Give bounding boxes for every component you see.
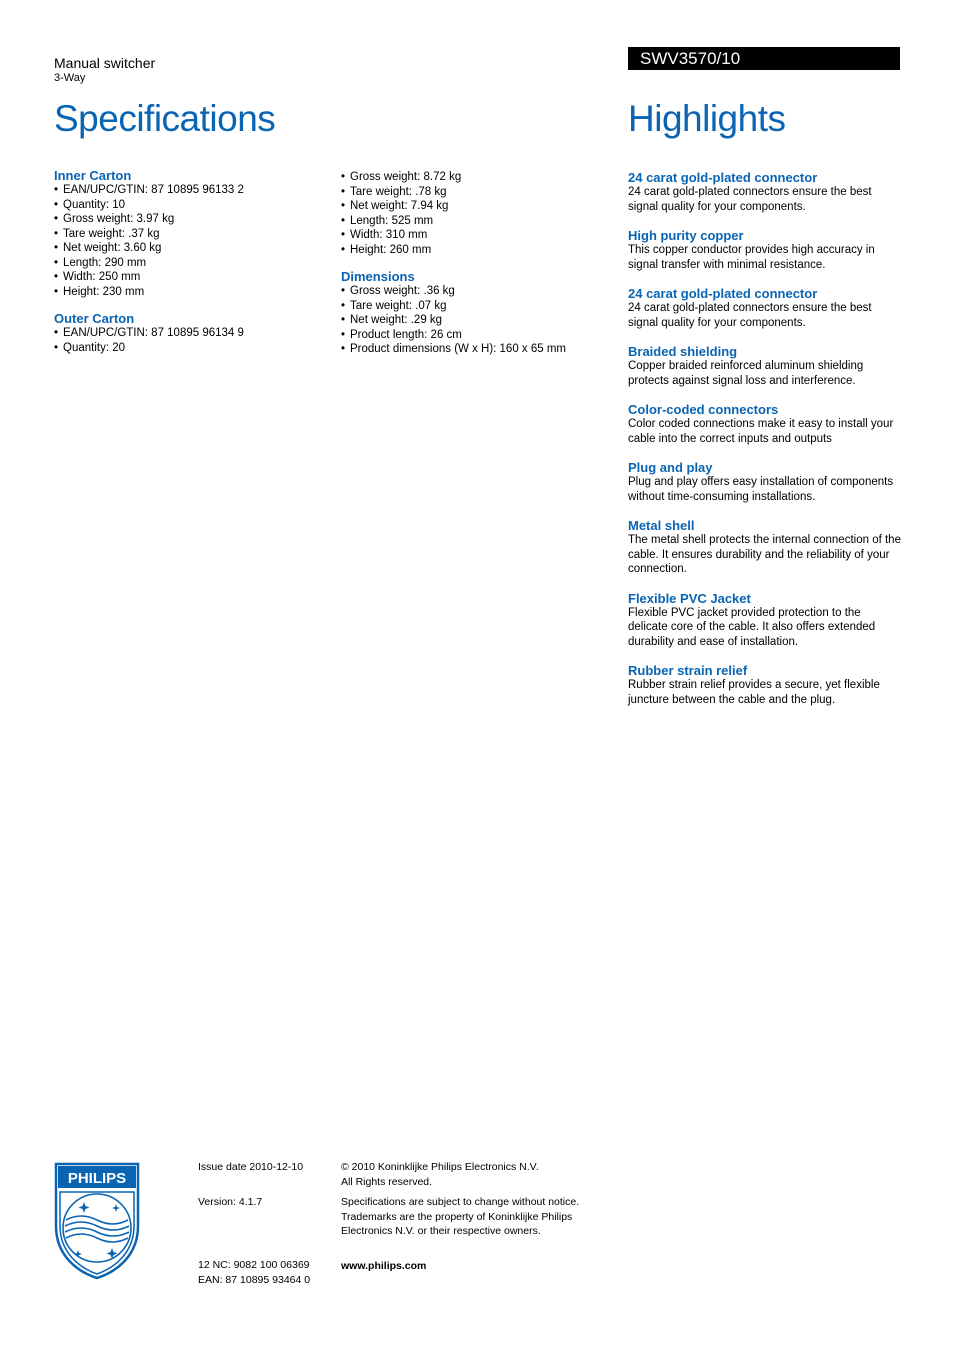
highlight-title: 24 carat gold-plated connector (628, 286, 818, 301)
highlight-title: Plug and play (628, 460, 713, 475)
issue-date: Issue date 2010-12-10 (198, 1161, 304, 1173)
version: Version: 4.1.7 (198, 1195, 263, 1208)
spec-list-item: • Product length: 26 cm (341, 328, 611, 343)
highlight-item (628, 460, 903, 504)
spec-list-item: • Tare weight: .78 kg (341, 185, 611, 200)
spec-list-item: • Tare weight: .37 kg (54, 227, 324, 242)
highlight-description: Rubber strain relief provides a secure, yet flexible juncture between the cable and the plug. (628, 679, 880, 706)
spec-list-item: • Width: 310 mm (341, 228, 611, 243)
spec-list-item: • Width: 250 mm (54, 270, 324, 285)
highlight-title: Metal shell (628, 518, 695, 533)
outer-carton-list (54, 326, 324, 355)
product-name: Manual switcher (54, 55, 156, 71)
highlight-description: This copper conductor provides high accuracy in signal transfer with minimal resistance. (628, 244, 875, 271)
section-heading-outer-carton: Outer Carton (54, 311, 135, 326)
highlights-column (628, 170, 903, 721)
highlight-description: 24 carat gold-plated connectors ensure the best signal quality for your components. (628, 302, 872, 329)
spec-list-item: • Height: 230 mm (54, 285, 324, 300)
highlight-description: Flexible PVC jacket provided protection to the delicate core of the cable. It also offers extended durability and ease of installation. (628, 606, 876, 648)
notice-line-3: Electronics N.V. or their respective owners. (341, 1225, 541, 1237)
highlight-title: 24 carat gold-plated connector (628, 170, 818, 185)
footer-legal (341, 1160, 611, 1273)
highlight-item (628, 402, 903, 446)
website-link[interactable]: www.philips.com (341, 1259, 427, 1272)
footer-issue-info (198, 1160, 338, 1287)
spec-list-item: • Net weight: 3.60 kg (54, 241, 324, 256)
highlight-item (628, 286, 903, 330)
spec-column-2 (341, 170, 611, 369)
highlight-title: Braided shielding (628, 344, 738, 359)
spec-list-item: • Product dimensions (W x H): 160 x 65 mm (341, 342, 611, 357)
model-number-bar: SWV3570/10 (628, 47, 900, 70)
outer-carton-continued-list (341, 170, 611, 257)
spec-list-item: • Gross weight: .36 kg (341, 284, 611, 299)
nc-code: 12 NC: 9082 100 06369 (198, 1259, 310, 1271)
highlight-description: Copper braided reinforced aluminum shielding protects against signal loss and interference. (628, 360, 864, 387)
highlights-title: Highlights (628, 98, 786, 139)
ean-code: EAN: 87 10895 93464 0 (198, 1273, 311, 1286)
spec-list-item: • Tare weight: .07 kg (341, 299, 611, 314)
spec-list-item: • Quantity: 20 (54, 341, 324, 356)
highlight-item (628, 591, 903, 650)
dimensions-list (341, 284, 611, 357)
highlight-description: The metal shell protects the internal connection of the cable. It ensures durability and the reliability of your connection. (628, 534, 901, 575)
spec-list-item: • Length: 525 mm (341, 214, 611, 229)
highlight-description: Plug and play offers easy installation of components without time-consuming installations. (628, 476, 894, 503)
copyright-line-1: © 2010 Koninklijke Philips Electronics N.V. (341, 1161, 539, 1173)
spec-list-item: • EAN/UPC/GTIN: 87 10895 96133 2 (54, 183, 324, 198)
spec-list-item: • Gross weight: 8.72 kg (341, 170, 611, 185)
copyright-line-2: All Rights reserved. (341, 1175, 433, 1188)
highlight-title: Rubber strain relief (628, 663, 748, 678)
spec-list-item: • Quantity: 10 (54, 198, 324, 213)
highlight-item (628, 344, 903, 388)
highlight-title: Flexible PVC Jacket (628, 590, 751, 606)
highlight-item (628, 663, 903, 707)
highlight-title: High purity copper (628, 228, 744, 243)
highlight-description: Color coded connections make it easy to install your cable into the correct inputs and outputs (628, 418, 894, 445)
spec-list-item: • Net weight: 7.94 kg (341, 199, 611, 214)
logo-wordmark: PHILIPS (67, 1170, 127, 1187)
spec-list-item: • Net weight: .29 kg (341, 313, 611, 328)
specifications-title: Specifications (54, 98, 276, 139)
section-heading-dimensions: Dimensions (341, 269, 415, 284)
highlight-item (628, 518, 903, 577)
highlight-description: 24 carat gold-plated connectors ensure the best signal quality for your components. (628, 186, 872, 213)
spec-column-1 (54, 168, 324, 367)
spec-list-item: • Length: 290 mm (54, 256, 324, 271)
spec-list-item: • Gross weight: 3.97 kg (54, 212, 324, 227)
product-subtitle: 3-Way (54, 72, 86, 84)
notice-line-2: Trademarks are the property of Koninklijke Philips (341, 1210, 573, 1223)
inner-carton-list (54, 183, 324, 299)
highlight-item (628, 228, 903, 272)
spec-list-item: • EAN/UPC/GTIN: 87 10895 96134 9 (54, 326, 324, 341)
highlight-title: Color-coded connectors (628, 402, 779, 417)
notice-line-1: Specifications are subject to change without notice. (341, 1196, 580, 1208)
philips-shield-logo-icon (54, 1162, 140, 1280)
spec-list-item: • Height: 260 mm (341, 243, 611, 258)
section-heading-inner-carton: Inner Carton (54, 168, 132, 183)
highlight-item (628, 170, 903, 214)
